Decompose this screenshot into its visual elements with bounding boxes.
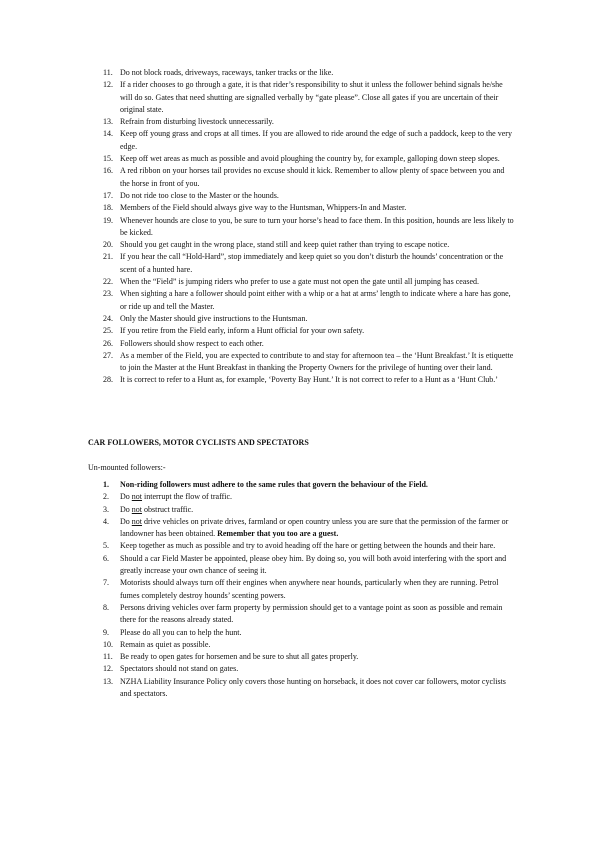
item-number: 2. [103, 492, 109, 502]
item-number: 7. [103, 578, 109, 588]
item-text: If you retire from the Field early, inform a Hunt official for your own safety. [120, 326, 365, 336]
item-number: 20. [103, 240, 113, 250]
list-item [88, 313, 514, 325]
item-text: As a member of the Field, you are expected to contribute to and stay for afternoon tea – the ‘Hunt Breakfast.’ It is etiquette to join the Master at the Hunt Breakfast in thanking the Property Owners for the privilege of hunting over their land. [120, 350, 514, 373]
list-item [88, 627, 514, 639]
list-item [88, 350, 514, 375]
item-text: Members of the Field should always give way to the Huntsman, Whippers-In and Master. [120, 203, 407, 213]
item-number: 12. [103, 664, 113, 674]
item-text: Should you get caught in the wrong place, stand still and keep quiet rather than trying to escape notice. [120, 240, 450, 250]
item-number: 14. [103, 129, 113, 139]
list-item [88, 153, 514, 165]
list-item [88, 276, 514, 288]
item-text: A red ribbon on your horses tail provides no excuse should it kick. Remember to allow plenty of space between you and the horse in front of you. [120, 166, 505, 188]
item-text: drive vehicles on private drives, farmland or open country unless you are sure that the permission of the farmer or landowner has been obtained. [120, 516, 509, 539]
list-item [88, 251, 514, 276]
item-number: 17. [103, 190, 113, 200]
list-item [88, 67, 514, 79]
item-number: 3. [103, 504, 109, 514]
list-item [88, 676, 514, 701]
list-item [88, 491, 514, 503]
item-text: Do [120, 492, 132, 502]
item-text: Motorists should always turn off their engines when anywhere near hounds, particularly when they are running. Petrol fumes completely destroy hounds’ scenting powers. [120, 578, 499, 600]
item-text: Non-riding followers must adhere to the same rules that govern the behaviour of the Field. [120, 480, 428, 489]
item-number: 13. [103, 676, 113, 686]
list-item [88, 202, 514, 214]
list-item [88, 540, 514, 552]
list-item [88, 338, 514, 350]
item-text: Should a car Field Master be appointed, please obey him. By doing so, you will both avoid interfering with the sport and greatly increase your own chance of seeing it. [120, 553, 507, 576]
unmounted-rules-list [88, 479, 514, 700]
item-number: 1. [103, 480, 109, 489]
item-text: Keep off wet areas as much as possible and avoid ploughing the country by, for example, galloping down steep slopes. [120, 154, 500, 164]
item-number: 25. [103, 326, 113, 336]
item-text: Please do all you can to help the hunt. [120, 627, 242, 637]
list-item [88, 215, 514, 240]
item-text: Keep together as much as possible and try to avoid heading off the hare or getting between the hounds and their hare. [120, 541, 496, 551]
list-item [88, 190, 514, 202]
item-text: obstruct traffic. [142, 504, 194, 514]
list-item [88, 128, 514, 153]
item-text: It is correct to refer to a Hunt as, for example, ‘Poverty Bay Hunt.’ It is not correct to refer to a Hunt as a ‘Hunt Club.’ [120, 375, 498, 385]
item-text: Be ready to open gates for horsemen and be sure to shut all gates properly. [120, 652, 359, 662]
item-number: 19. [103, 215, 113, 225]
emphasis-underline: not [131, 492, 143, 502]
item-text: If a rider chooses to go through a gate, it is that rider’s responsibility to shut it unless the follower behind signals he/she will do so. Gates that need shutting are signalled verbally by “gate please”. Close all gates if you are uncertain of their original state. [120, 80, 503, 114]
section-intro: Un-mounted followers:- [88, 463, 166, 472]
list-item [88, 504, 514, 516]
list-item [88, 651, 514, 663]
item-number: 11. [103, 68, 113, 77]
item-number: 13. [103, 117, 113, 127]
item-number: 27. [103, 350, 113, 360]
item-number: 5. [103, 541, 109, 551]
item-number: 24. [103, 313, 113, 323]
item-text: Whenever hounds are close to you, be sure to turn your horse’s head to face them. In this position, hounds are less likely to be kicked. [120, 215, 514, 237]
item-number: 22. [103, 277, 113, 287]
list-item [88, 639, 514, 651]
item-text: Spectators should not stand on gates. [120, 664, 239, 674]
emphasis-bold: Remember that you too are a guest. [217, 529, 339, 539]
item-number: 26. [103, 338, 113, 348]
emphasis-underline: not [131, 504, 143, 514]
item-text: Followers should show respect to each other. [120, 338, 264, 348]
item-text: interrupt the flow of traffic. [142, 492, 233, 502]
item-number: 23. [103, 289, 113, 299]
item-number: 16. [103, 166, 113, 176]
item-text: Do not block roads, driveways, raceways, tanker tracks or the like. [120, 68, 334, 77]
item-number: 11. [103, 652, 113, 662]
item-number: 18. [103, 203, 113, 213]
item-text: Keep off young grass and crops at all times. If you are allowed to ride around the edge of such a paddock, keep to the very edge. [120, 129, 512, 151]
list-item [88, 325, 514, 337]
list-item [88, 577, 514, 602]
item-text: Remain as quiet as possible. [120, 639, 211, 649]
list-item [88, 374, 514, 386]
item-number: 21. [103, 252, 113, 262]
emphasis-underline: not [131, 516, 143, 526]
list-item [88, 239, 514, 251]
item-number: 28. [103, 375, 113, 385]
item-number: 10. [103, 639, 113, 649]
item-text: When sighting a hare a follower should point either with a whip or a hat at arms’ length to indicate where a hare has gone, or ride up and tell the Master. [120, 289, 511, 311]
item-text: NZHA Liability Insurance Policy only covers those hunting on horseback, it does not cover car followers, motor cyclists and spectators. [120, 676, 506, 699]
item-number: 9. [103, 627, 109, 637]
list-item [88, 663, 514, 675]
list-item [88, 288, 514, 313]
item-text: Do not ride too close to the Master or the hounds. [120, 190, 279, 200]
item-text: Do [120, 516, 132, 526]
item-number: 12. [103, 80, 113, 90]
item-number: 6. [103, 553, 109, 563]
item-number: 15. [103, 154, 113, 164]
item-text: When the “Field” is jumping riders who prefer to use a gate must not open the gate until all jumping has ceased. [120, 277, 480, 287]
item-number: 4. [103, 516, 109, 526]
field-rules-list [88, 67, 514, 387]
list-item [88, 479, 514, 491]
item-text: Refrain from disturbing livestock unnecessarily. [120, 117, 274, 127]
list-item [88, 165, 514, 190]
list-item [88, 602, 514, 627]
list-item [88, 553, 514, 578]
list-item [88, 516, 514, 541]
item-text: Only the Master should give instructions to the Huntsman. [120, 313, 308, 323]
item-text: If you hear the call “Hold-Hard”, stop immediately and keep quiet so you don’t disturb the hounds’ concentration or the scent of a hunted hare. [120, 252, 504, 274]
list-item [88, 116, 514, 128]
item-text: Persons driving vehicles over farm property by permission should get to a vantage point as soon as possible and remain there for the reasons already stated. [120, 602, 503, 625]
item-number: 8. [103, 602, 109, 612]
list-item [88, 79, 514, 116]
item-text: Do [120, 504, 132, 514]
section-heading: CAR FOLLOWERS, MOTOR CYCLISTS AND SPECTATORS [88, 438, 309, 447]
